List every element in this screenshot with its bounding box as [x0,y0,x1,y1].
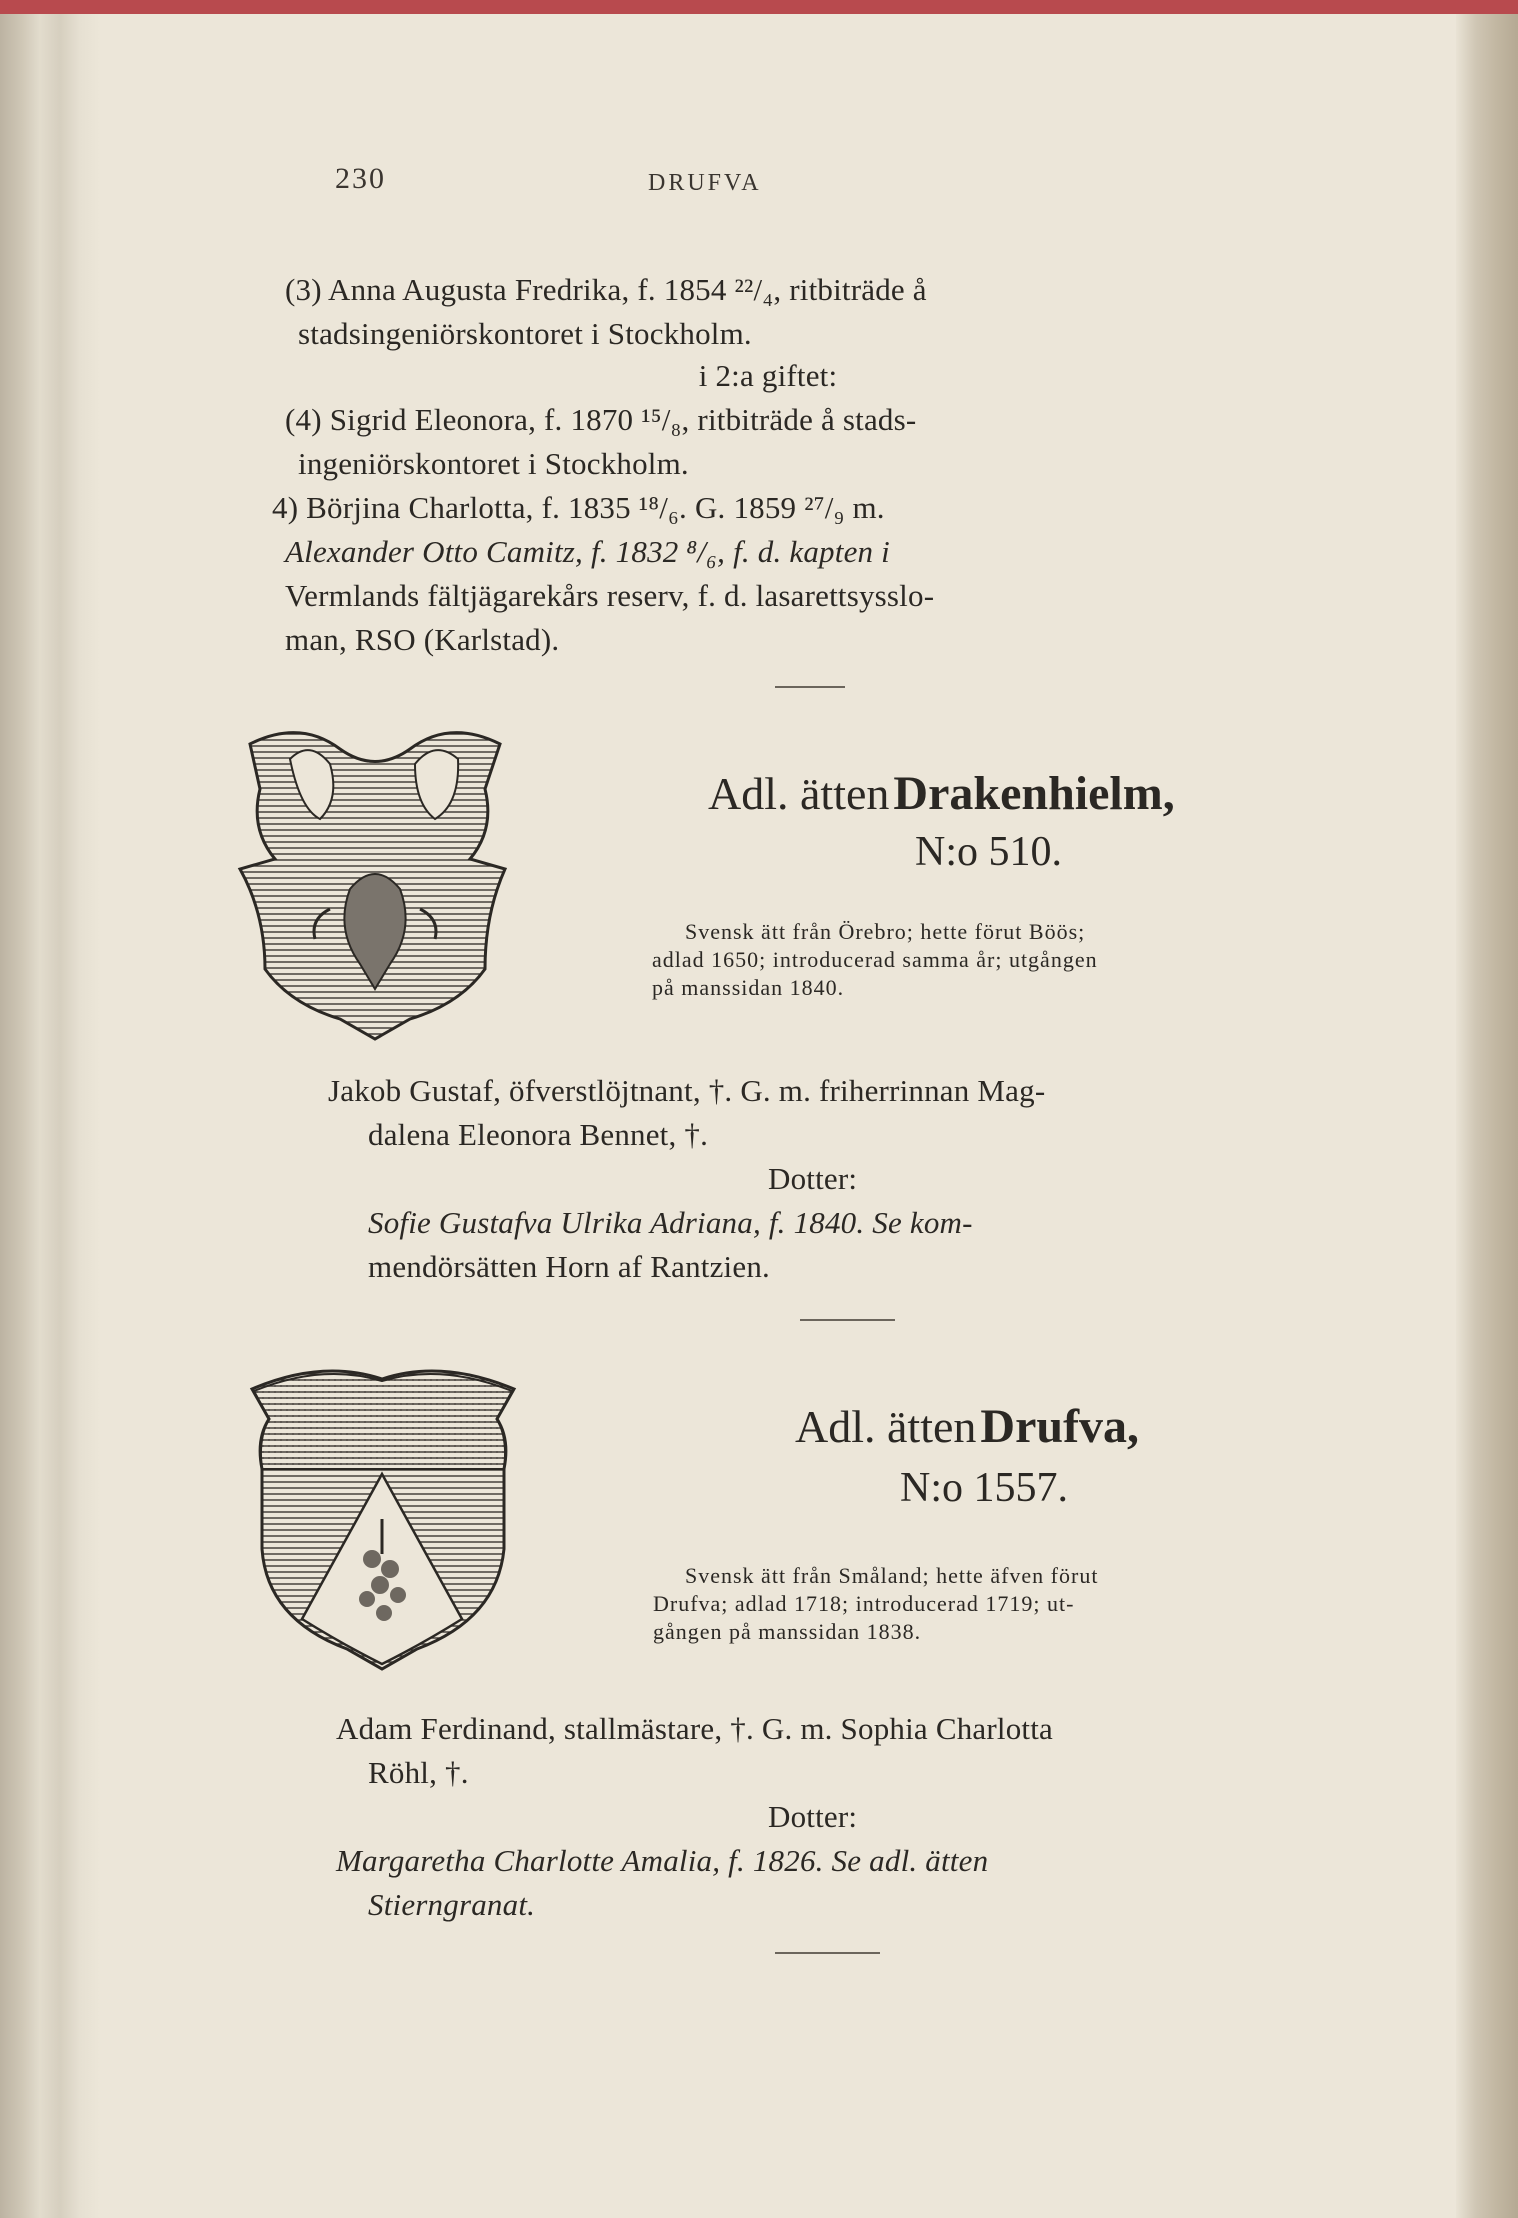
book-right-edge [1456,14,1518,2218]
section-divider [775,686,845,688]
entry-3-line1: (3) Anna Augusta Fredrika, f. 1854 ²²/₄, ritbiträde å [285,272,927,307]
drufva-title-name: Drufva, [980,1400,1140,1453]
drakenhielm-desc3: på manssidan 1840. [652,975,845,1000]
entry-4b-line3: Vermlands fältjägarekårs reserv, f. d. lasarettsysslo- [285,578,935,613]
drufva-line2: Röhl, †. [368,1755,469,1790]
drakenhielm-line4: mendörsätten Horn af Rantzien. [368,1249,770,1284]
section-divider [775,1952,880,1954]
entry-4b-line1: 4) Börjina Charlotta, f. 1835 ¹⁸/₆. G. 1859 ²⁷/₉ m. [272,490,885,525]
drakenhielm-desc2: adlad 1650; introducerad samma år; utgången [652,947,1098,972]
book-page [100,14,1456,2218]
drufva-number: N:o 1557. [900,1465,1068,1511]
drakenhielm-desc1: Svensk ätt från Örebro; hette förut Böös; [685,919,1086,944]
book-left-edge [0,14,100,2218]
scan-top-band [0,0,1518,14]
running-title: DRUFVA [648,170,762,196]
entry-4a-line1: (4) Sigrid Eleonora, f. 1870 ¹⁵/₈, ritbiträde å stads- [285,402,917,437]
drufva-coat-of-arms-icon [242,1359,524,1674]
entry-4a-line2: ingeniörskontoret i Stockholm. [298,446,689,481]
drufva-line3: Margaretha Charlotte Amalia, f. 1826. Se adl. ätten [336,1843,989,1878]
drakenhielm-title [708,766,1175,822]
drufva-desc3: gången på manssidan 1838. [653,1619,922,1644]
drufva-desc1: Svensk ätt från Småland; hette äfven förut [685,1563,1099,1588]
page-number: 230 [335,162,386,195]
drakenhielm-number: N:o 510. [915,829,1062,875]
drufva-daughter-label: Dotter: [768,1799,858,1834]
drufva-title [795,1399,1139,1455]
entry-3-line2: stadsingeniörskontoret i Stockholm. [298,316,752,351]
drakenhielm-title-name: Drakenhielm, [893,767,1175,820]
drufva-line4: Stierngranat. [368,1887,536,1922]
drakenhielm-line2: dalena Eleonora Bennet, †. [368,1117,709,1152]
drufva-desc2: Drufva; adlad 1718; introducerad 1719; ut- [653,1591,1075,1616]
section-divider [800,1319,895,1321]
drakenhielm-line3: Sofie Gustafva Ulrika Adriana, f. 1840. Se kom- [368,1205,973,1240]
drakenhielm-title-prefix: Adl. ätten [708,768,890,819]
drufva-line1: Adam Ferdinand, stallmästare, †. G. m. Sophia Charlotta [336,1711,1053,1746]
drufva-title-prefix: Adl. ätten [795,1401,977,1452]
entry-4b-line4: man, RSO (Karlstad). [285,622,560,657]
drakenhielm-coat-of-arms-icon [230,719,520,1054]
second-marriage-label: i 2:a giftet: [698,358,838,393]
entry-4b-line2: Alexander Otto Camitz, f. 1832 ⁸/₆, f. d. kapten i [285,534,890,569]
drakenhielm-line1: Jakob Gustaf, öfverstlöjtnant, †. G. m. friherrinnan Mag- [328,1073,1046,1108]
drakenhielm-daughter-label: Dotter: [768,1161,858,1196]
